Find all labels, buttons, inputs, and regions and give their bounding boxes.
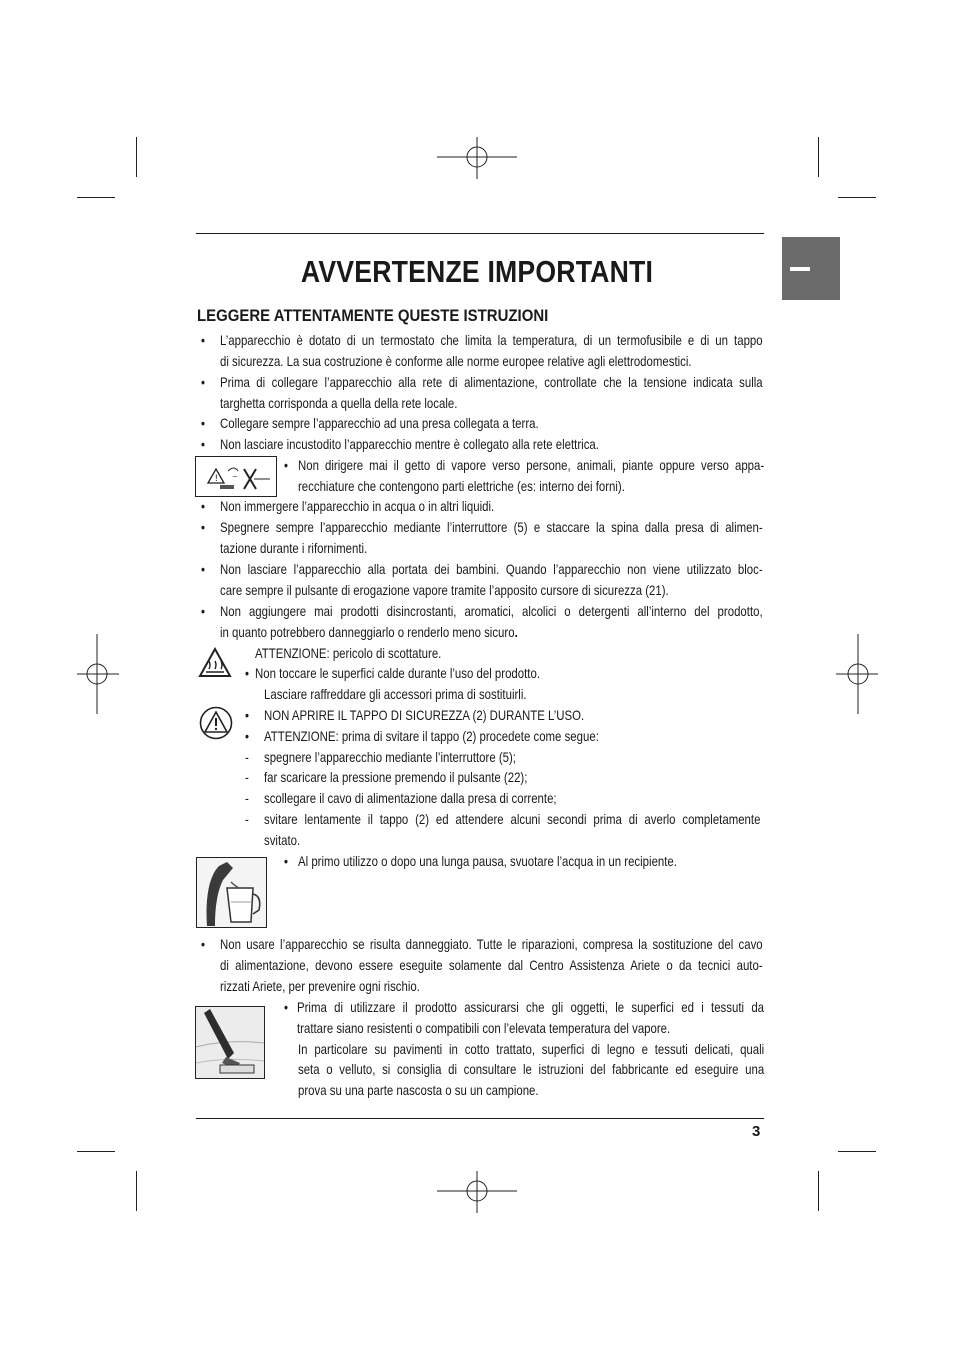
bullet: • [201,562,206,577]
top-rule [196,233,764,234]
crop-mark [838,1151,876,1152]
paragraph-line: recchiature che contengono parti elettriche (es: interno dei forni). [298,479,625,494]
paragraph-line: tazione durante i rifornimenti. [220,541,368,556]
paragraph-line: di alimentazione, devono essere eseguite solamente dal Centro Assistenza Ariete o da tecnici auto- [220,958,763,973]
paragraph-line: Collegare sempre l’apparecchio ad una presa collegata a terra. [220,416,539,431]
paragraph-line [220,623,518,644]
page-number: 3 [752,1123,761,1140]
paragraph-line: spegnere l’apparecchio mediante l’interruttore (5); [264,750,516,765]
paragraph-line: Spegnere sempre l’apparecchio mediante l’interruttore (5) e staccare la spina dalla presa di alimen- [220,520,763,535]
paragraph-line: scollegare il cavo di alimentazione dalla presa di corrente; [264,791,557,806]
bullet: • [284,458,289,473]
bullet: • [284,1000,289,1015]
bullet: • [201,333,206,348]
bullet: • [201,437,206,452]
period: . [514,625,518,640]
steam-cleaner-floor-illustration [195,1006,265,1079]
paragraph-line: Non toccare le superfici calde durante l’uso del prodotto. [255,666,541,681]
bullet: • [284,854,289,869]
bottom-rule [196,1118,764,1119]
dash: - [245,812,249,827]
bullet: • [201,520,206,535]
section-subtitle: LEGGERE ATTENTAMENTE QUESTE ISTRUZIONI [197,306,549,325]
paragraph-line: Prima di utilizzare il prodotto assicurarsi che gli oggetti, le superfici ed i tessuti da [297,1000,765,1015]
paragraph-line: seta o velluto, si consiglia di consultare le istruzioni del fabbricante ed eseguire una [298,1062,765,1077]
paragraph-line: prova su una parte nascosta o su un campione. [298,1083,539,1098]
svg-text:~: ~ [232,473,238,481]
paragraph-line: trattare siano resistenti o compatibili con l’elevata temperatura del vapore. [297,1021,671,1036]
paragraph-line: Prima di collegare l’apparecchio alla rete di alimentazione, controllate che la tensione indicata sulla [220,375,763,390]
bullet: • [201,375,206,390]
crop-mark [838,197,876,198]
dash: - [245,770,249,785]
paragraph-line: svitato. [264,833,301,848]
dash: - [245,791,249,806]
registration-mark-bottom [437,1171,517,1213]
paragraph-line: Non aggiungere mai prodotti disincrostanti, aromatici, alcolici o detergenti all’interno del prodotto, [220,604,763,619]
bullet: • [245,729,250,744]
bullet: • [245,708,250,723]
bullet: • [201,937,206,952]
water-jug-illustration [196,857,267,928]
paragraph-line: Lasciare raffreddare gli accessori prima di sostituirli. [264,687,527,702]
caution-icon [199,706,233,740]
paragraph-line: Non lasciare incustodito l’apparecchio mentre è collegato alla rete elettrica. [220,437,599,452]
paragraph-line: ATTENZIONE: pericolo di scottature. [255,646,442,661]
page-title: AVVERTENZE IMPORTANTI [300,254,654,289]
bullet: • [245,666,250,681]
paragraph-line: Non dirigere mai il getto di vapore verso persone, animali, piante oppure verso appa- [298,458,765,473]
registration-mark-top [437,137,517,179]
paragraph-line: In particolare su pavimenti in cotto trattato, superfici di legno e tessuti delicati, quali [298,1042,765,1057]
svg-text:!: ! [214,474,219,484]
steam-warning-icon [195,456,277,497]
paragraph-line: svitare lentamente il tappo (2) ed attendere alcuni secondi prima di averlo completamente [264,812,761,827]
bullet: • [201,499,206,514]
paragraph-line: Non usare l’apparecchio se risulta danneggiato. Tutte le riparazioni, compresa la sostituzione del cavo [220,937,763,952]
paragraph-line: NON APRIRE IL TAPPO DI SICUREZZA (2) DURANTE L’USO. [264,708,585,723]
registration-mark-right [836,634,878,714]
paragraph-text: in quanto potrebbero danneggiarlo o renderlo meno sicuro [220,625,515,640]
paragraph-line: care sempre il pulsante di erogazione vapore tramite l’apposito cursore di sicurezza (21). [220,583,669,598]
paragraph-line: targhetta corrisponda a quella della rete locale. [220,396,458,411]
crop-mark [77,1151,115,1152]
paragraph-line: di sicurezza. La sua costruzione è conforme alle norme europee relative agli elettrodomestici. [220,354,692,369]
paragraph-line: ATTENZIONE: prima di svitare il tappo (2) procedete come segue: [264,729,599,744]
paragraph-line: Al primo utilizzo o dopo una lunga pausa, svuotare l’acqua in un recipiente. [298,854,677,869]
paragraph-line: rizzati Ariete, per prevenire ogni rischio. [220,979,420,994]
crop-mark [136,137,137,177]
crop-mark [136,1171,137,1211]
bullet: • [201,604,206,619]
paragraph-line: Non immergere l’apparecchio in acqua o in altri liquidi. [220,499,495,514]
paragraph-line: L’apparecchio è dotato di un termostato che limita la temperatura, di un termofusibile e di un tappo [220,333,763,348]
registration-mark-left [77,634,119,714]
crop-mark [77,197,115,198]
crop-mark [818,137,819,177]
bullet: • [201,416,206,431]
crop-mark [818,1171,819,1211]
hot-surface-icon [198,647,232,679]
paragraph-line: far scaricare la pressione premendo il pulsante (22); [264,770,528,785]
paragraph-line: Non lasciare l’apparecchio alla portata dei bambini. Quando l’apparecchio non viene utilizzato bloc- [220,562,763,577]
dash: - [245,750,249,765]
